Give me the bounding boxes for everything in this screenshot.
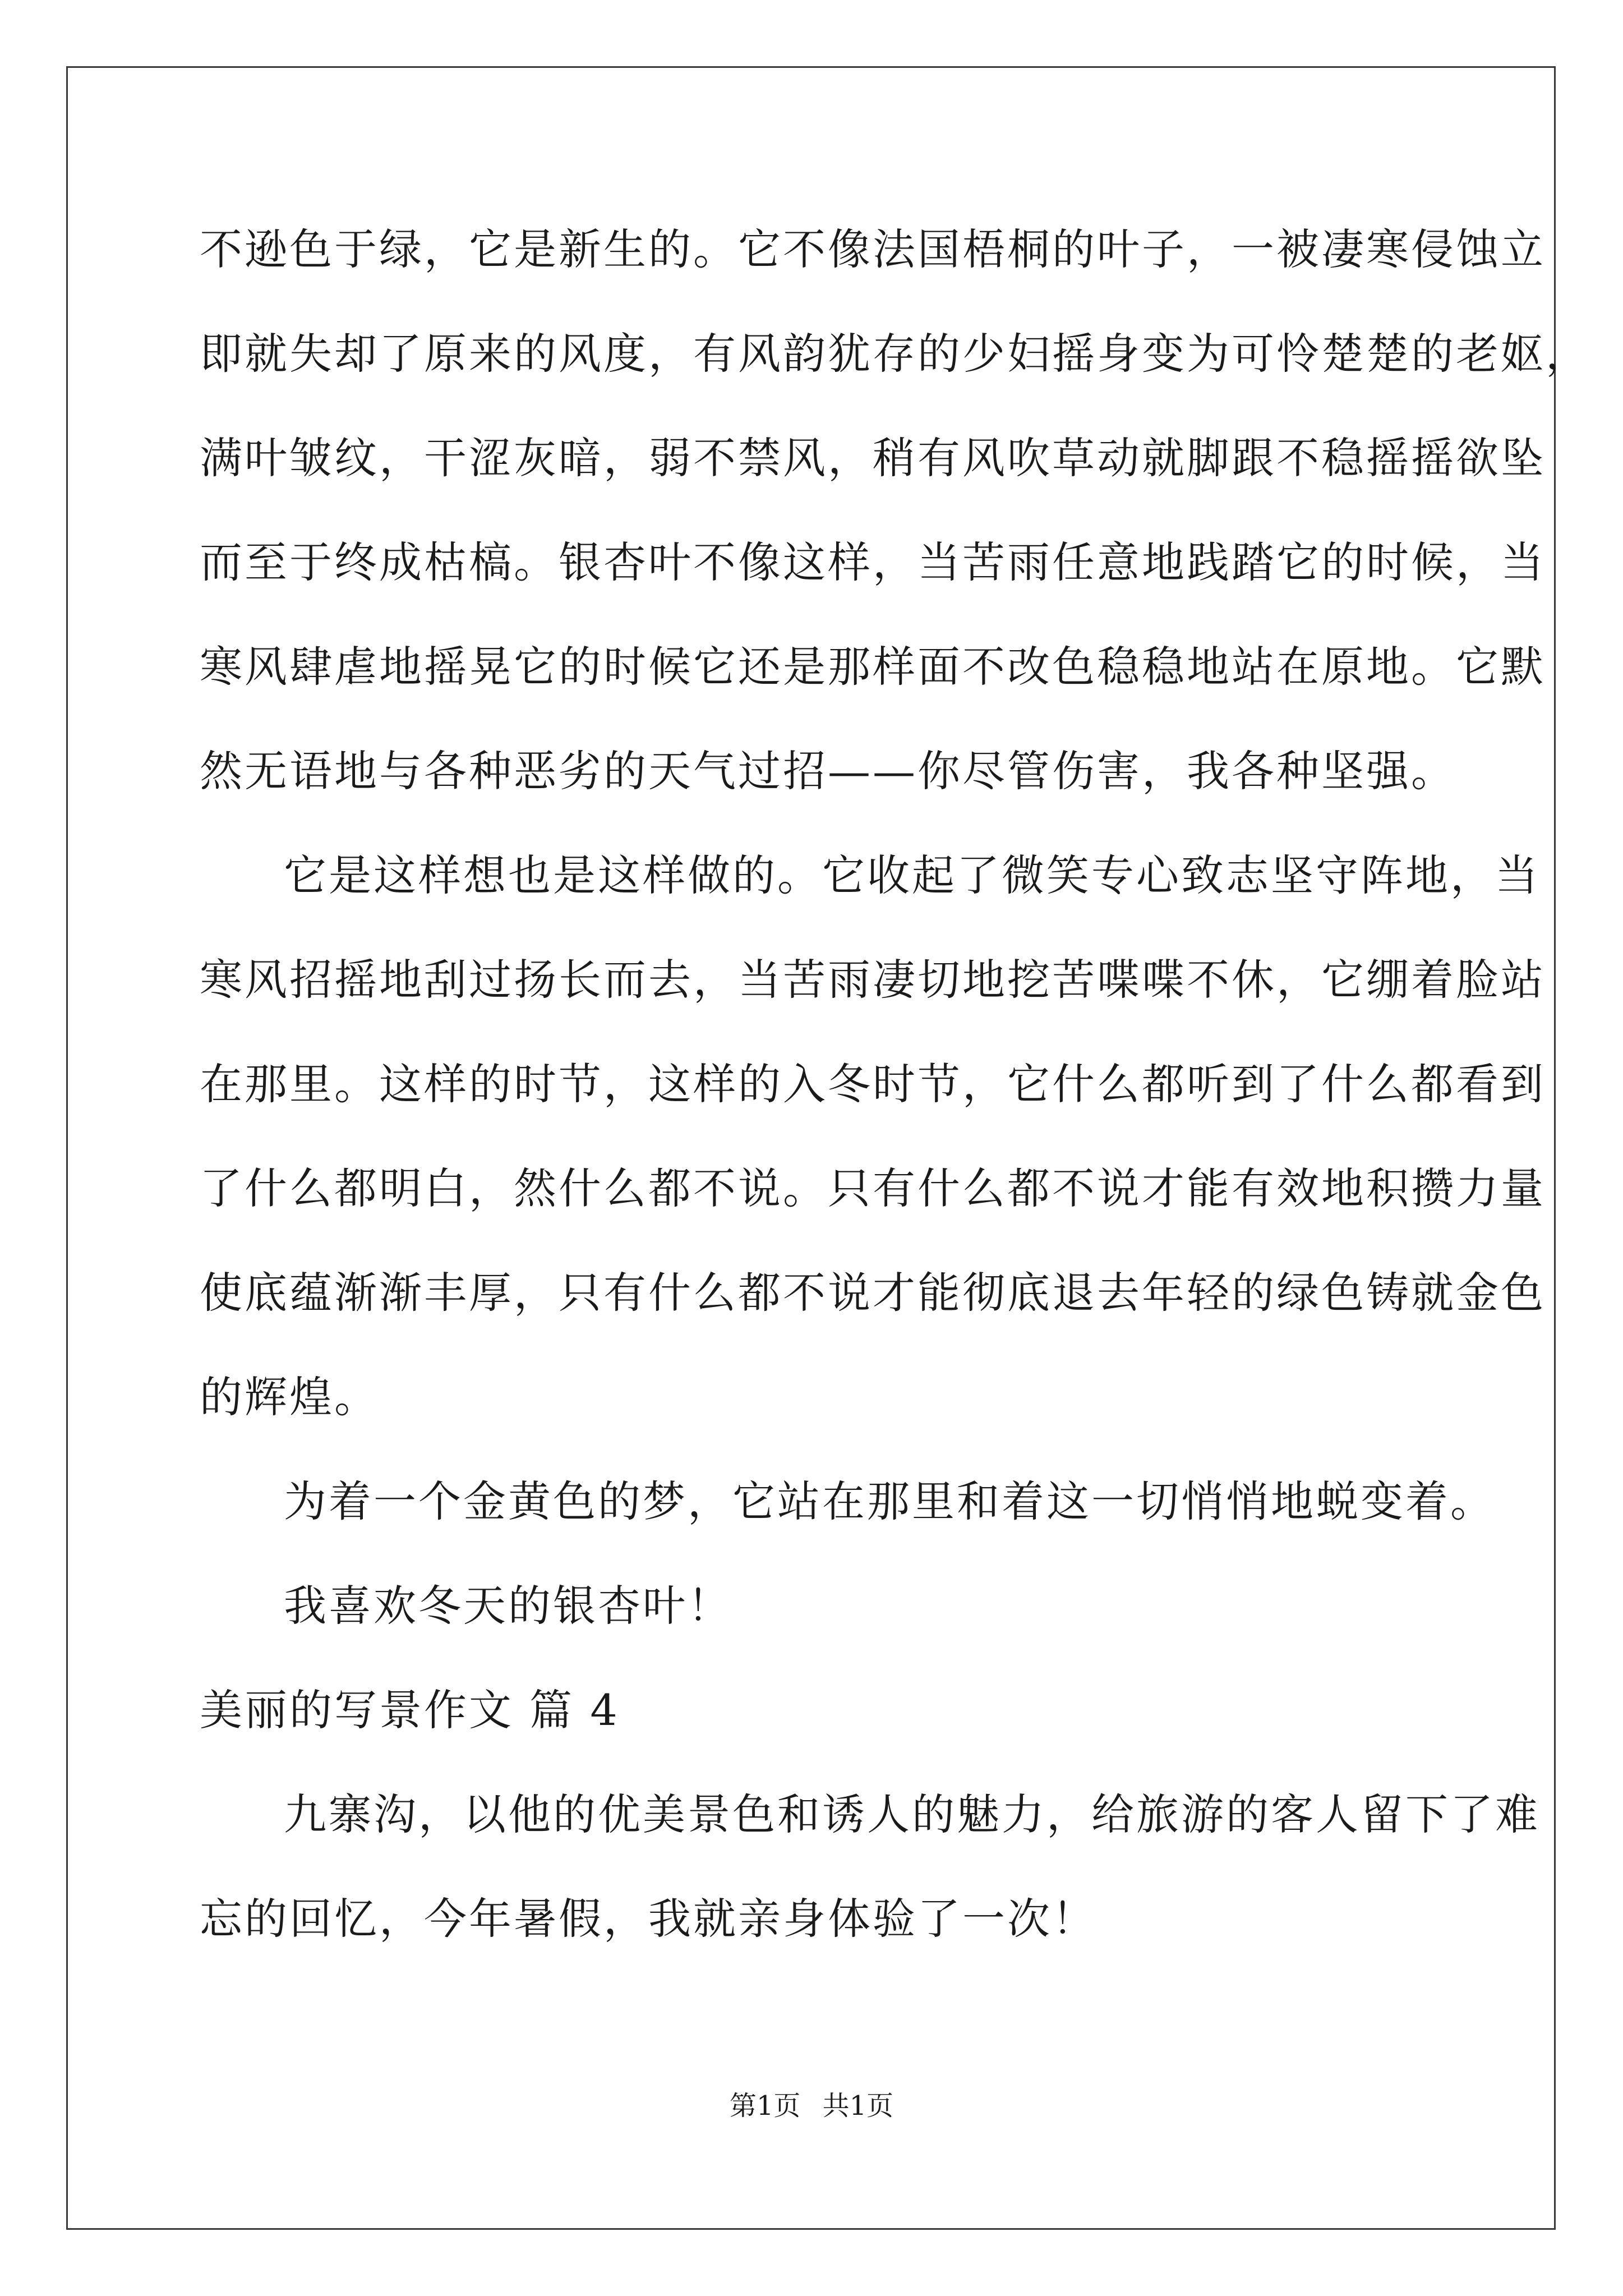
text-line: 然无语地与各种恶劣的天气过招——你尽管伤害，我各种坚强。 [200, 746, 1456, 796]
text-line: 在那里。这样的时节，这样的入冬时节，它什么都听到了什么都看到 [200, 1059, 1546, 1109]
text-line: 寒风肆虐地摇晃它的时候它还是那样面不改色稳稳地站在原地。它默 [200, 642, 1546, 692]
section-heading: 美丽的写景作文 篇 4 [200, 1685, 620, 1735]
text-line: 了什么都明白，然什么都不说。只有什么都不说才能有效地积攒力量 [200, 1163, 1546, 1213]
page-number: 第1页 [729, 2090, 801, 2122]
page-footer [0, 2089, 1623, 2123]
paragraph-start-line: 它是这样想也是这样做的。它收起了微笑专心致志坚守阵地，当 [284, 850, 1540, 900]
paragraph-start-line: 为着一个金黄色的梦，它站在那里和着这一切悄悄地蜕变着。 [284, 1476, 1495, 1526]
text-line: 使底蕴渐渐丰厚，只有什么都不说才能彻底退去年轻的绿色铸就金色 [200, 1268, 1546, 1318]
page-total: 共1页 [822, 2090, 894, 2122]
document-body [200, 216, 1590, 1990]
paragraph-start-line: 九寨沟，以他的优美景色和诱人的魅力，给旅游的客人留下了难 [284, 1789, 1540, 1839]
text-line: 满叶皱纹，干涩灰暗，弱不禁风，稍有风吹草动就脚跟不稳摇摇欲坠 [200, 433, 1546, 483]
text-line: 忘的回忆，今年暑假，我就亲身体验了一次！ [200, 1894, 1097, 1944]
paragraph-start-line: 我喜欢冬天的银杏叶！ [284, 1581, 732, 1631]
text-line: 而至于终成枯槁。银杏叶不像这样，当苦雨任意地践踏它的时候，当 [200, 537, 1546, 587]
text-line: 即就失却了原来的风度，有风韵犹存的少妇摇身变为可怜楚楚的老妪， [200, 329, 1590, 379]
text-line: 寒风招摇地刮过扬长而去，当苦雨凄切地挖苦喋喋不休，它绷着脸站 [200, 955, 1546, 1005]
text-line: 的辉煌。 [200, 1372, 379, 1422]
text-line: 不逊色于绿，它是新生的。它不像法国梧桐的叶子，一被凄寒侵蚀立 [200, 224, 1546, 274]
